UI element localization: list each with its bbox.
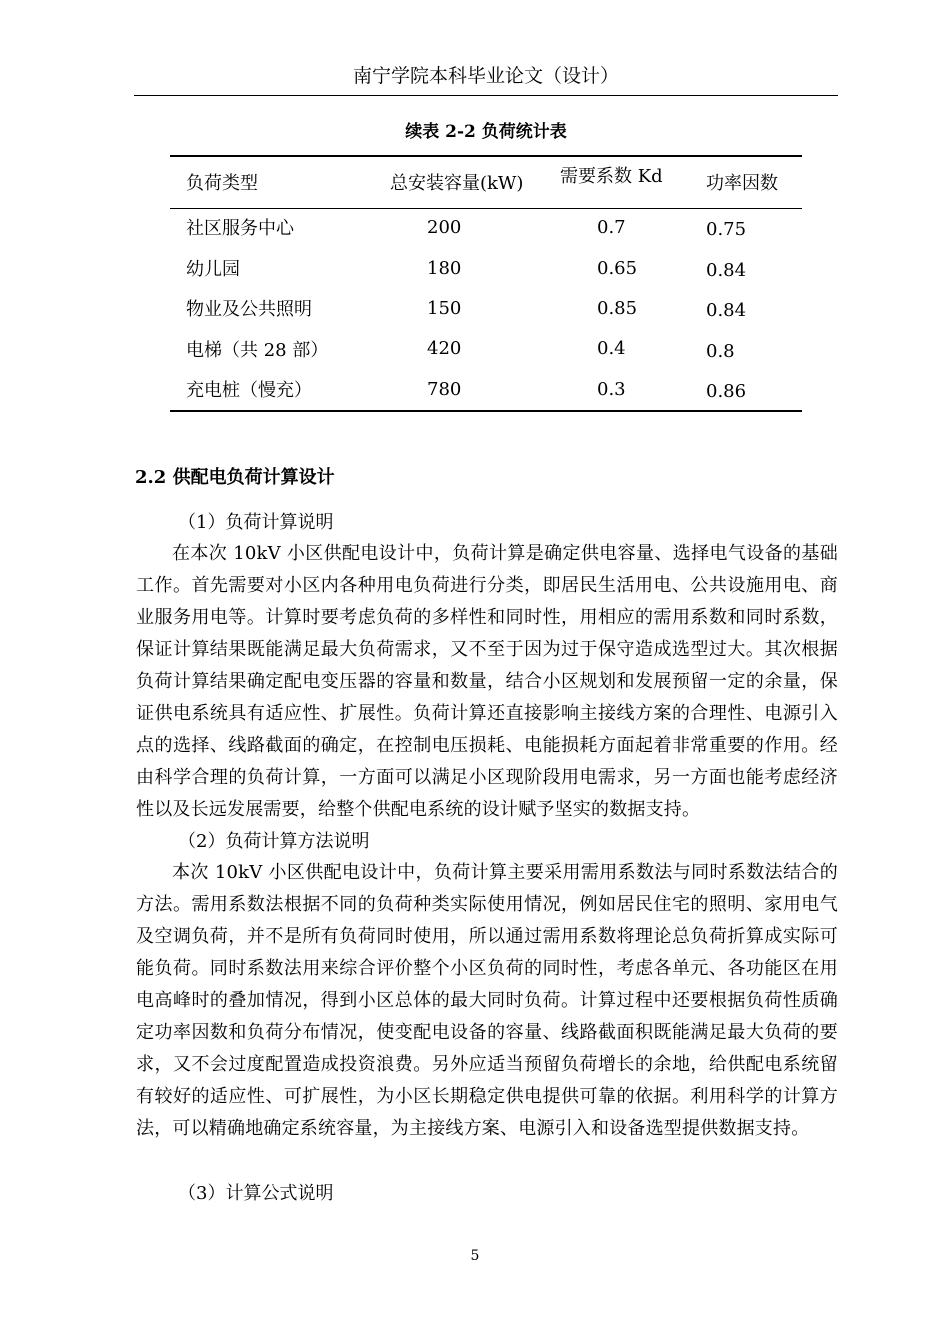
table-header-cell: 功率因数 [706, 173, 778, 194]
page-number: 5 [470, 1248, 480, 1264]
table-cell: 200 [427, 217, 462, 238]
table-cell: 0.85 [597, 298, 638, 319]
table-cell: 420 [427, 338, 462, 359]
table-cell: 0.86 [706, 381, 747, 402]
paragraph: 在本次 10kV 小区供配电设计中，负荷计算是确定供电容量、选择电气设备的基础工作。首先需要对小区内各种用电负荷进行分类，即居民生活用电、公共设施用电、商业服务用电等。计算时要考虑负荷的多样性和同时性，用相应的需用系数和同时系数，保证计算结果既能满足最大负荷需求，又不至于因为过于保守造成选型过大。其次根据负荷计算结果确定配电变压器的容量和数量，结合小区规划和发展预留一定的余量，保证供电系统具有适应性、扩展性。负荷计算还直接影响主接线方案的合理性、电源引入点的选择、线路截面的确定，在控制电压损耗、电能损耗方面起着非常重要的作用。经由科学合理的负荷计算，一方面可以满足小区现阶段用电需求，另一方面也能考虑经济性以及长远发展需要，给整个供配电系统的设计赋予坚实的数据支持。 [136, 543, 838, 820]
table-cell: 0.65 [597, 258, 638, 279]
table-cell: 780 [427, 379, 462, 400]
table-header-cell: 总安装容量(kW) [390, 173, 524, 194]
table-cell: 物业及公共照明 [186, 299, 312, 320]
table-cell: 充电桩（慢充） [186, 380, 312, 401]
subheading: （1）负荷计算说明 [178, 512, 334, 533]
table-top-rule [170, 155, 802, 157]
table-title: 续表 2-2 负荷统计表 [405, 122, 567, 142]
table-bottom-rule [170, 410, 802, 412]
table-cell: 0.4 [597, 338, 626, 359]
table-cell: 社区服务中心 [186, 218, 294, 239]
table-cell: 0.75 [706, 219, 747, 240]
table-cell: 0.84 [706, 260, 747, 281]
table-header-rule [170, 208, 802, 209]
paragraph: 本次 10kV 小区供配电设计中，负荷计算主要采用需用系数法与同时系数法结合的方法。需用系数法根据不同的负荷种类实际使用情况，例如居民住宅的照明、家用电气及空调负荷，并不是所有负荷同时使用，所以通过需用系数将理论总负荷折算成实际可能负荷。同时系数法用来综合评价整个小区负荷的同时性，考虑各单元、各功能区在用电高峰时的叠加情况，得到小区总体的最大同时负荷。计算过程中还要根据负荷性质确定功率因数和负荷分布情况，使变配电设备的容量、线路截面积既能满足最大负荷的要求，又不会过度配置造成投资浪费。另外应适当预留负荷增长的余地，给供配电系统留有较好的适应性、可扩展性，为小区长期稳定供电提供可靠的依据。利用科学的计算方法，可以精确地确定系统容量，为主接线方案、电源引入和设备选型提供数据支持。 [136, 862, 838, 1139]
page-header: 南宁学院本科毕业论文（设计） [352, 65, 619, 87]
table-cell: 0.84 [706, 300, 747, 321]
table-cell: 0.3 [597, 379, 626, 400]
table-cell: 0.7 [597, 217, 626, 238]
table-cell: 180 [427, 258, 462, 279]
header-rule [134, 95, 838, 96]
subheading: （2）负荷计算方法说明 [178, 831, 370, 852]
table-cell: 0.8 [706, 341, 735, 362]
table-cell: 电梯（共 28 部） [186, 340, 329, 361]
table-cell: 幼儿园 [186, 259, 240, 280]
table-cell: 150 [427, 298, 462, 319]
table-header-cell: 需要系数 Kd [560, 166, 663, 187]
section-title: 2.2 供配电负荷计算设计 [135, 467, 335, 488]
subheading: （3）计算公式说明 [178, 1183, 334, 1204]
table-header-cell: 负荷类型 [186, 173, 258, 194]
